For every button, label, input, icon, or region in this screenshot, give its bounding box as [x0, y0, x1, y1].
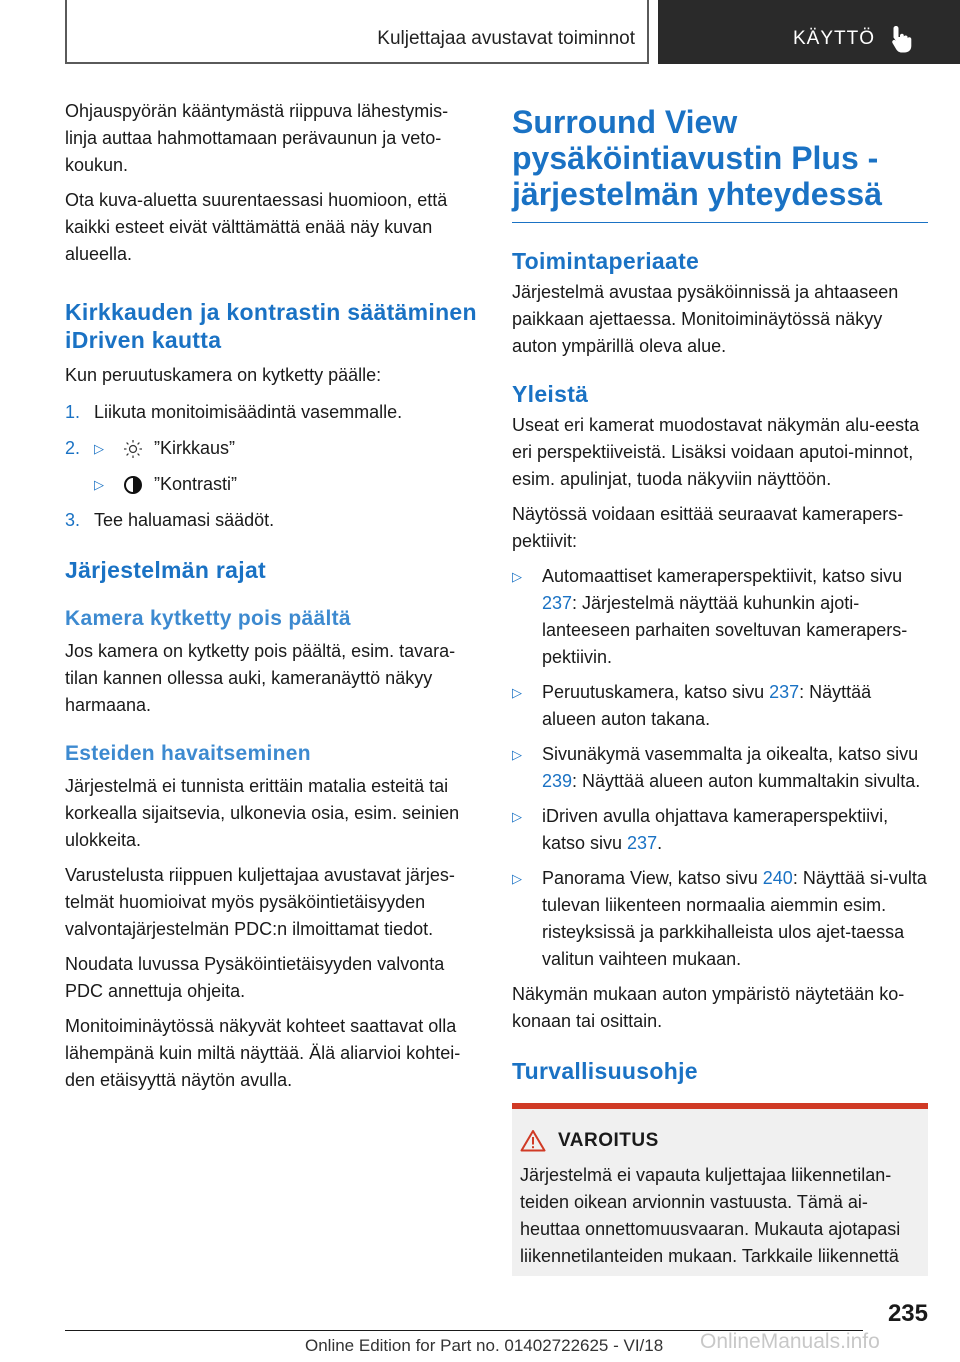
left-column: [65, 98, 480, 1102]
warning-triangle-icon: [520, 1129, 546, 1152]
contrast-icon: [120, 474, 146, 496]
header-section-box: [65, 0, 649, 64]
page-title: Surround View pysäköintiavustin Plus -järjestelmän yhteydessä: [512, 104, 882, 212]
paragraph-approach-line: Ohjauspyörän kääntymästä riippuva lähestymis-linja auttaa hahmottamaan perävaunun ja veto-koukun.: [65, 101, 449, 175]
title-divider: [512, 222, 928, 223]
warning-box: [512, 1103, 928, 1276]
paragraph-general-3: Näkymän mukaan auton ympäristö näytetään ko-konaan tai osittain.: [512, 984, 905, 1031]
step-number: 2.: [65, 438, 81, 458]
step-number: 3.: [65, 510, 81, 530]
step-subitem-contrast: [94, 471, 480, 498]
header-section-title: Kuljettajaa avustavat toiminnot: [377, 28, 635, 49]
paragraph-zoom-note: Ota kuva-aluetta suurentaessasi huomioon, että kaikki esteet eivät välttämättä enää näy kuvan alueella.: [65, 190, 448, 264]
triangle-bullet-icon: ▷: [512, 809, 522, 824]
paragraph-camera-on: Kun peruutuskamera on kytketty päälle:: [65, 365, 382, 385]
page-link[interactable]: 237: [542, 593, 573, 613]
steps-list: [65, 399, 480, 534]
warning-header: [520, 1129, 920, 1152]
header-chapter-tab: [658, 0, 960, 64]
paragraph-detection-3: Noudata luvussa Pysäköintietäisyyden valvonta PDC annettuja ohjeita.: [65, 954, 445, 1001]
header-chapter-title: KÄYTTÖ: [793, 28, 876, 49]
heading-system-limits: Järjestelmän rajat: [65, 557, 267, 583]
triangle-bullet-icon: ▷: [94, 477, 104, 492]
step-subitem-brightness: [94, 435, 480, 462]
step-item: [65, 435, 480, 498]
page-number: 235: [887, 1300, 928, 1327]
list-item: ▷ Panorama View, katso sivu 240: Näyttää si-vulta tulevan liikenteen normaalia aiemmin esim. risteyksissä ja parkkihalleista ulos ajet-taessa valitun vaihteen mukaan.: [512, 865, 928, 973]
triangle-bullet-icon: ▷: [512, 569, 522, 584]
paragraph-principle: Järjestelmä avustaa pysäköinnissä ja ahtaaseen paikkaan ajettaessa. Monitoiminäytössä näkyy auton ympärillä oleva alue.: [512, 282, 899, 356]
paragraph-detection-4: Monitoiminäytössä näkyvät kohteet saattavat olla lähempänä kuin miltä näyttää. Älä aliarvioi kohtei-den etäisyyttä näytön avulla.: [65, 1016, 461, 1090]
page-link[interactable]: 237: [627, 833, 658, 853]
warning-title: VAROITUS: [558, 1129, 659, 1151]
heading-general: Yleistä: [512, 381, 589, 407]
triangle-bullet-icon: ▷: [512, 685, 522, 700]
step-item: [65, 399, 480, 426]
list-item: ▷ Automaattiset kameraperspektiivit, katso sivu 237: Järjestelmä näyttää kuhunkin ajoti-lanteeseen parhaiten soveltuvan kamerapers-pektiivin.: [512, 563, 928, 671]
page-link[interactable]: 237: [769, 682, 800, 702]
triangle-bullet-icon: ▷: [512, 871, 522, 886]
paragraph-general-2: Näytössä voidaan esittää seuraavat kamerapers-pektiivit:: [512, 504, 904, 551]
page-link[interactable]: 239: [542, 771, 573, 791]
triangle-bullet-icon: ▷: [94, 441, 104, 456]
list-item: ▷ Peruutuskamera, katso sivu 237: Näyttää alueen auton takana.: [512, 679, 928, 733]
list-item: ▷ Sivunäkymä vasemmalta ja oikealta, katso sivu 239: Näyttää alueen auton kummaltakin sivulta.: [512, 741, 928, 795]
list-item: ▷ iDriven avulla ohjattava kameraperspektiivi, katso sivu 237.: [512, 803, 928, 857]
right-column: [512, 104, 928, 1276]
footer-edition: Online Edition for Part no. 01402722625 - VI/18: [305, 1336, 664, 1355]
triangle-bullet-icon: ▷: [512, 747, 522, 762]
page-link[interactable]: 240: [762, 868, 793, 888]
paragraph-camera-off: Jos kamera on kytketty pois päältä, esim. tavara-tilan kannen ollessa auki, kameranäyttö näkyy harmaana.: [65, 641, 456, 715]
paragraph-general-1: Useat eri kamerat muodostavat näkymän alu-eesta eri perspektiiveistä. Lisäksi voidaan aputoi-minnot, esim. apulinjat, tuoda näkyviin näyttöön.: [512, 415, 920, 489]
step-text: Tee haluamasi säädöt.: [94, 510, 275, 530]
step-number: 1.: [65, 402, 81, 422]
heading-brightness-contrast: Kirkkauden ja kontrastin säätäminen iDriven kautta: [65, 299, 477, 353]
heading-safety: Turvallisuusohje: [512, 1058, 698, 1084]
camera-perspectives-list: [512, 563, 928, 973]
warning-text: Järjestelmä ei vapauta kuljettajaa liikennetilan-teiden oikean arvionnin vastuusta. Tämä ai-heuttaa onnettomuusvaaran. Mukauta ajotapasi liikennetilanteiden mukaan. Tarkkaile liikennettä: [520, 1165, 901, 1266]
brightness-icon: [120, 438, 146, 460]
step-subitem-label: ”Kirkkaus”: [154, 438, 236, 458]
pointing-hand-icon: [891, 24, 917, 54]
step-item: [65, 507, 480, 534]
paragraph-detection-2: Varustelusta riippuen kuljettajaa avustavat järjes-telmät huomioivat myös pysäköintietäisyyden valvontajärjestelmän PDC:n ilmoittamat tiedot.: [65, 865, 455, 939]
step-subitem-label: ”Kontrasti”: [154, 474, 238, 494]
heading-camera-off: Kamera kytketty pois päältä: [65, 607, 351, 630]
step-text: Liikuta monitoimisäädintä vasemmalle.: [94, 402, 403, 422]
heading-obstacle-detection: Esteiden havaitseminen: [65, 742, 311, 765]
footer-watermark: OnlineManuals.info: [700, 1330, 880, 1353]
paragraph-detection-1: Järjestelmä ei tunnista erittäin matalia esteitä tai korkealla sijaitsevia, ulkonevia osia, esim. seinien ulokkeita.: [65, 776, 460, 850]
heading-principle: Toimintaperiaate: [512, 248, 700, 274]
